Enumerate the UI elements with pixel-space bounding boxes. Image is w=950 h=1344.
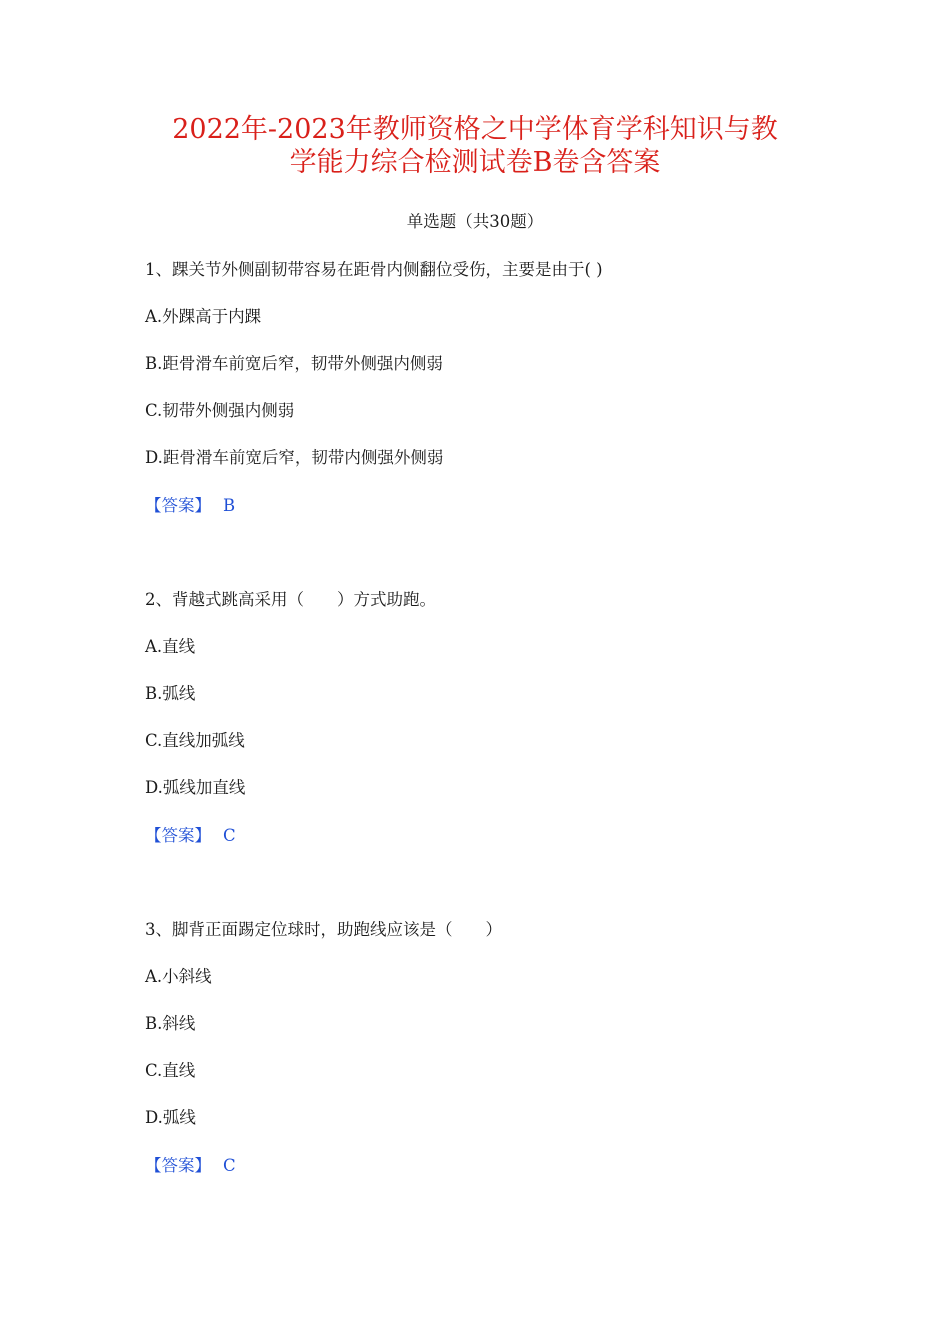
answer-label: 【答案】 [145,496,211,515]
answer-value: B [223,496,236,515]
section-heading: 单选题（共30题） [406,212,544,231]
question-1-option-b: B.距骨滑车前宽后窄，韧带外侧强内侧弱 [145,354,443,373]
question-3-stem: 3、脚背正面踢定位球时，助跑线应该是（ ） [145,920,502,939]
question-1-stem: 1、踝关节外侧副韧带容易在距骨内侧翻位受伤，主要是由于( ) [145,260,603,279]
question-1-answer [145,494,235,518]
question-1-option-a: A.外踝高于内踝 [145,307,262,326]
question-2-stem: 2、背越式跳高采用（ ）方式助跑。 [145,590,436,609]
answer-value: C [223,826,236,845]
answer-label: 【答案】 [145,1156,211,1175]
answer-label: 【答案】 [145,826,211,845]
document-title-line-2: 学能力综合检测试卷B卷含答案 [289,147,661,178]
question-3-option-a: A.小斜线 [145,967,212,986]
document-title-line-1: 2022年-2023年教师资格之中学体育学科知识与教 [172,114,778,145]
question-3-option-c: C.直线 [145,1061,196,1080]
question-2-answer [145,824,236,848]
question-2-option-d: D.弧线加直线 [145,778,246,797]
question-1-option-d: D.距骨滑车前宽后窄，韧带内侧强外侧弱 [145,448,444,467]
question-3-option-d: D.弧线 [145,1108,196,1127]
question-2-option-a: A.直线 [145,637,196,656]
question-3-option-b: B.斜线 [145,1014,196,1033]
question-3-answer [145,1154,236,1178]
question-1-option-c: C.韧带外侧强内侧弱 [145,401,295,420]
answer-value: C [223,1156,236,1175]
question-2-option-c: C.直线加弧线 [145,731,245,750]
question-2-option-b: B.弧线 [145,684,196,703]
